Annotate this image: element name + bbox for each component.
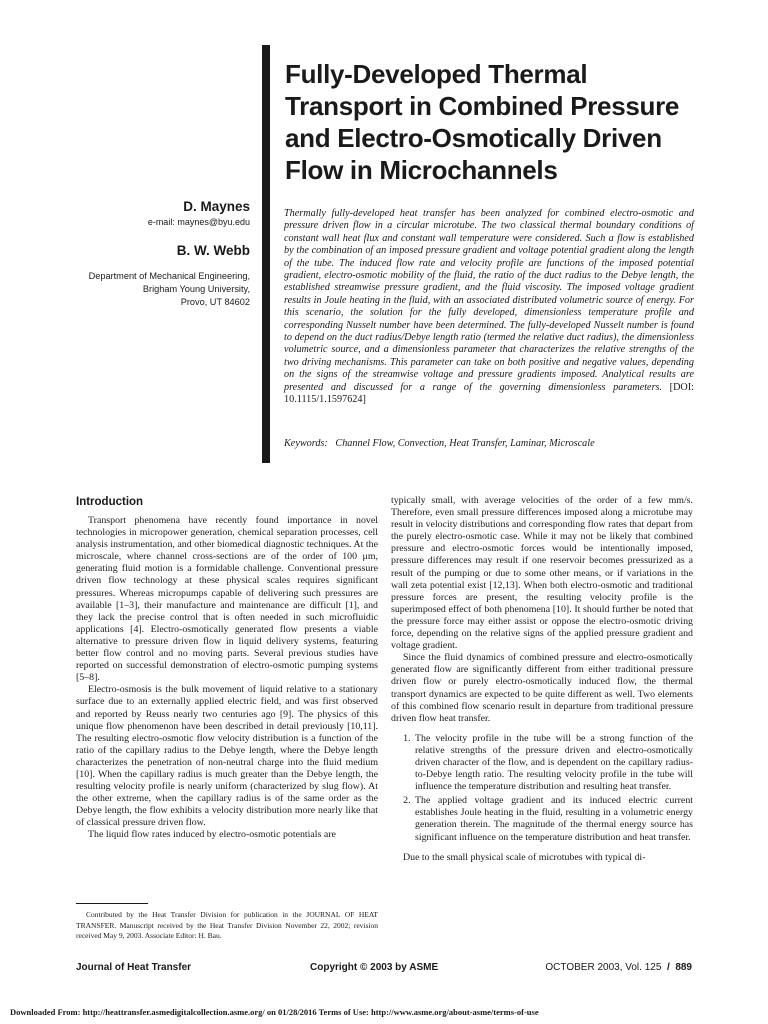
list-item: 1. The velocity profile in the tube will be a strong function of the relative strengths of the pressure driven and electro-osmotically driven character of the flow, and is dependent on the capillary radius-to-Debye length ratio. The resulting velocity profile in the tube will influence the temperature distribution and resulting heat transfer. <box>413 733 693 793</box>
body-paragraph: Due to the small physical scale of microtubes with typical di- <box>403 851 646 863</box>
affiliation-line: Department of Mechanical Engineering, <box>88 271 250 281</box>
issue-text: OCTOBER 2003, Vol. 125 <box>545 962 662 973</box>
page-number: 889 <box>675 962 692 973</box>
body-column-right <box>391 495 693 864</box>
page-footer <box>76 962 692 978</box>
keywords-list: Channel Flow, Convection, Heat Transfer, Laminar, Microscale <box>335 438 595 449</box>
footnote <box>76 910 378 942</box>
paper-title <box>285 58 725 186</box>
author-name: B. W. Webb <box>176 243 250 258</box>
body-paragraph: Electro-osmosis is the bulk movement of liquid relative to a stationary surface due to an externally applied electric field, and was first observed and reported by Reuss nearly two centuries ago [9]. The physics of this unique flow phenomenon have been described in detail previously [10,11]. The resulting electro-osmotic flow velocity distribution is a function of the ratio of the capillary radius to the Debye length, where the Debye length characterizes the penetration of non-neutral charge into the fluid medium [10]. When the capillary radius is much greater than the Debye length, the resulting velocity profile is nearly uniform (characterized by slug flow). At the other extreme, when the capillary radius is of the same order as the Debye length, the flow exhibits a velocity distribution more nearly like that of classical pressure driven flow. <box>76 684 378 829</box>
body-paragraph: Transport phenomena have recently found importance in novel technologies in micropower generation, chemical separation processes, cell analysis instrumentation, and other biomedical diagnostic techniques. At the microscale, where channel cross-sections are of the order of 100 μm, generating fluid motion is a formidable challenge. Conventional pressure driven flow technology at these physical scales requires significant pressures. Whereas micropumps capable of delivering such pressures are available [1–3], their manufacture and maintenance are difficult [1], and they lack the precise control that is often needed in such microfluidic applications [4]. Electro-osmotically generated flow presents a viable alternative to pressure driven flow in liquid delivery systems, featuring better flow control and no moving parts. Several previous studies have reported on successful demonstration of electro-osmotic pumping systems [5–8]. <box>76 515 378 684</box>
journal-name: Journal of Heat Transfer <box>76 962 192 973</box>
body-paragraph: Since the fluid dynamics of combined pressure and electro-osmotically generated flow are significantly different from either traditional pressure driven flow or purely electro-osmotically induced flow, the thermal transport dynamics are expected to be quite different as well. Two elements of this combined flow scenario result in departure from traditional pressure driven flow heat transfer. <box>391 652 693 724</box>
title-line: Fully-Developed Thermal <box>285 59 588 89</box>
author-email[interactable]: e-mail: maynes@byu.edu <box>147 217 250 227</box>
affiliation-line: Brigham Young University, <box>142 284 250 294</box>
title-vertical-rule <box>262 45 270 463</box>
affiliation-line: Provo, UT 84602 <box>180 297 250 307</box>
author-block <box>60 198 250 309</box>
page-separator: / <box>666 962 670 973</box>
abstract-text: Thermally fully-developed heat transfer has been analyzed for combined electro-osmotic and pressure driven flow in a circular microtube. The two classical thermal boundary conditions of constant wall heat flux and constant wall temperature were considered. Such a flow is established by the combination of an imposed pressure gradient and voltage potential gradient along the length of the tube. The induced flow rate and velocity profile are functions of the imposed potential gradient, electro-osmotic mobility of the fluid, the ratio of the duct radius to the Debye length, the established streamwise pressure gradient, and the fluid viscosity. The imposed voltage gradient results in Joule heating in the fluid, with an associated distributed volumetric source of energy. For this scenario, the solution for the fully developed, dimensionless temperature profile and corresponding Nusselt number have been determined. The fully-developed Nusselt number is found to depend on the duct radius/Debye length ratio (termed the relative duct radius), the dimensionless volumetric source, and a dimensionless parameter that characterizes the relative strengths of the two driving mechanisms. This parameter can take on both positive and negative values, depending on the signs of the streamwise voltage and pressure gradients imposed. Analytical results are presented and discussed for a range of the governing dimensionless parameters. <box>284 208 694 393</box>
copyright: Copyright © 2003 by ASME <box>310 962 439 973</box>
title-line: Flow in Microchannels <box>285 155 558 185</box>
keywords <box>284 437 694 450</box>
numbered-list <box>391 733 693 844</box>
issue-info <box>545 962 692 973</box>
title-line: Transport in Combined Pressure <box>285 91 680 121</box>
list-item: 2. The applied voltage gradient and its induced electric current establishes Joule heating in the fluid, resulting in a volumetric energy generation therein. The magnitude of the thermal energy source has significant influence on the temperature distribution and heat transfer. <box>413 795 693 843</box>
body-column-left <box>76 495 378 842</box>
download-notice[interactable]: Downloaded From: http://heattransfer.asmedigitalcollection.asme.org/ on 01/28/2016 Terms of Use: http://www.asme.org/about-asme/terms-of-use <box>10 1007 539 1017</box>
abstract <box>284 208 694 407</box>
title-line: and Electro-Osmotically Driven <box>285 123 662 153</box>
section-heading: Introduction <box>76 496 144 508</box>
body-paragraph: typically small, with average velocities of the order of a few mm/s. Therefore, even small pressure differences imposed along a microtube may result in velocity distributions and corresponding flow rates that depart from the purely electro-osmotic case. While it may not be likely that combined pressure and electro-osmotic forces would be intentionally imposed, pressure differences may result if one reservoir becomes pressurized as a result of the pumping or due to some other means, or if variations in the wall zeta potential exist [12,13]. When both electro-osmotic and traditional pressure forces are present, the resulting velocity profile is the superimposed effect of both phenomena [10]. It should further be noted that the pressure force may either assist or oppose the electro-osmotic driving force, depending on the relative signs of the applied pressure gradient and voltage gradient. <box>391 495 693 652</box>
body-paragraph: The liquid flow rates induced by electro-osmotic potentials are <box>88 829 336 841</box>
author-name: D. Maynes <box>183 199 250 214</box>
doi-link[interactable]: [DOI: 10.1115/1.1597624] <box>284 381 695 406</box>
footnote-text: Contributed by the Heat Transfer Division for publication in the JOURNAL OF HEAT TRANSFER. Manuscript received by the Heat Transfer Division November 22, 2002; revision received May 9, 2003. Associate Editor: H. Bau. <box>76 910 378 940</box>
affiliation <box>60 270 250 309</box>
keywords-label: Keywords: <box>284 438 328 449</box>
footnote-rule <box>76 903 148 904</box>
